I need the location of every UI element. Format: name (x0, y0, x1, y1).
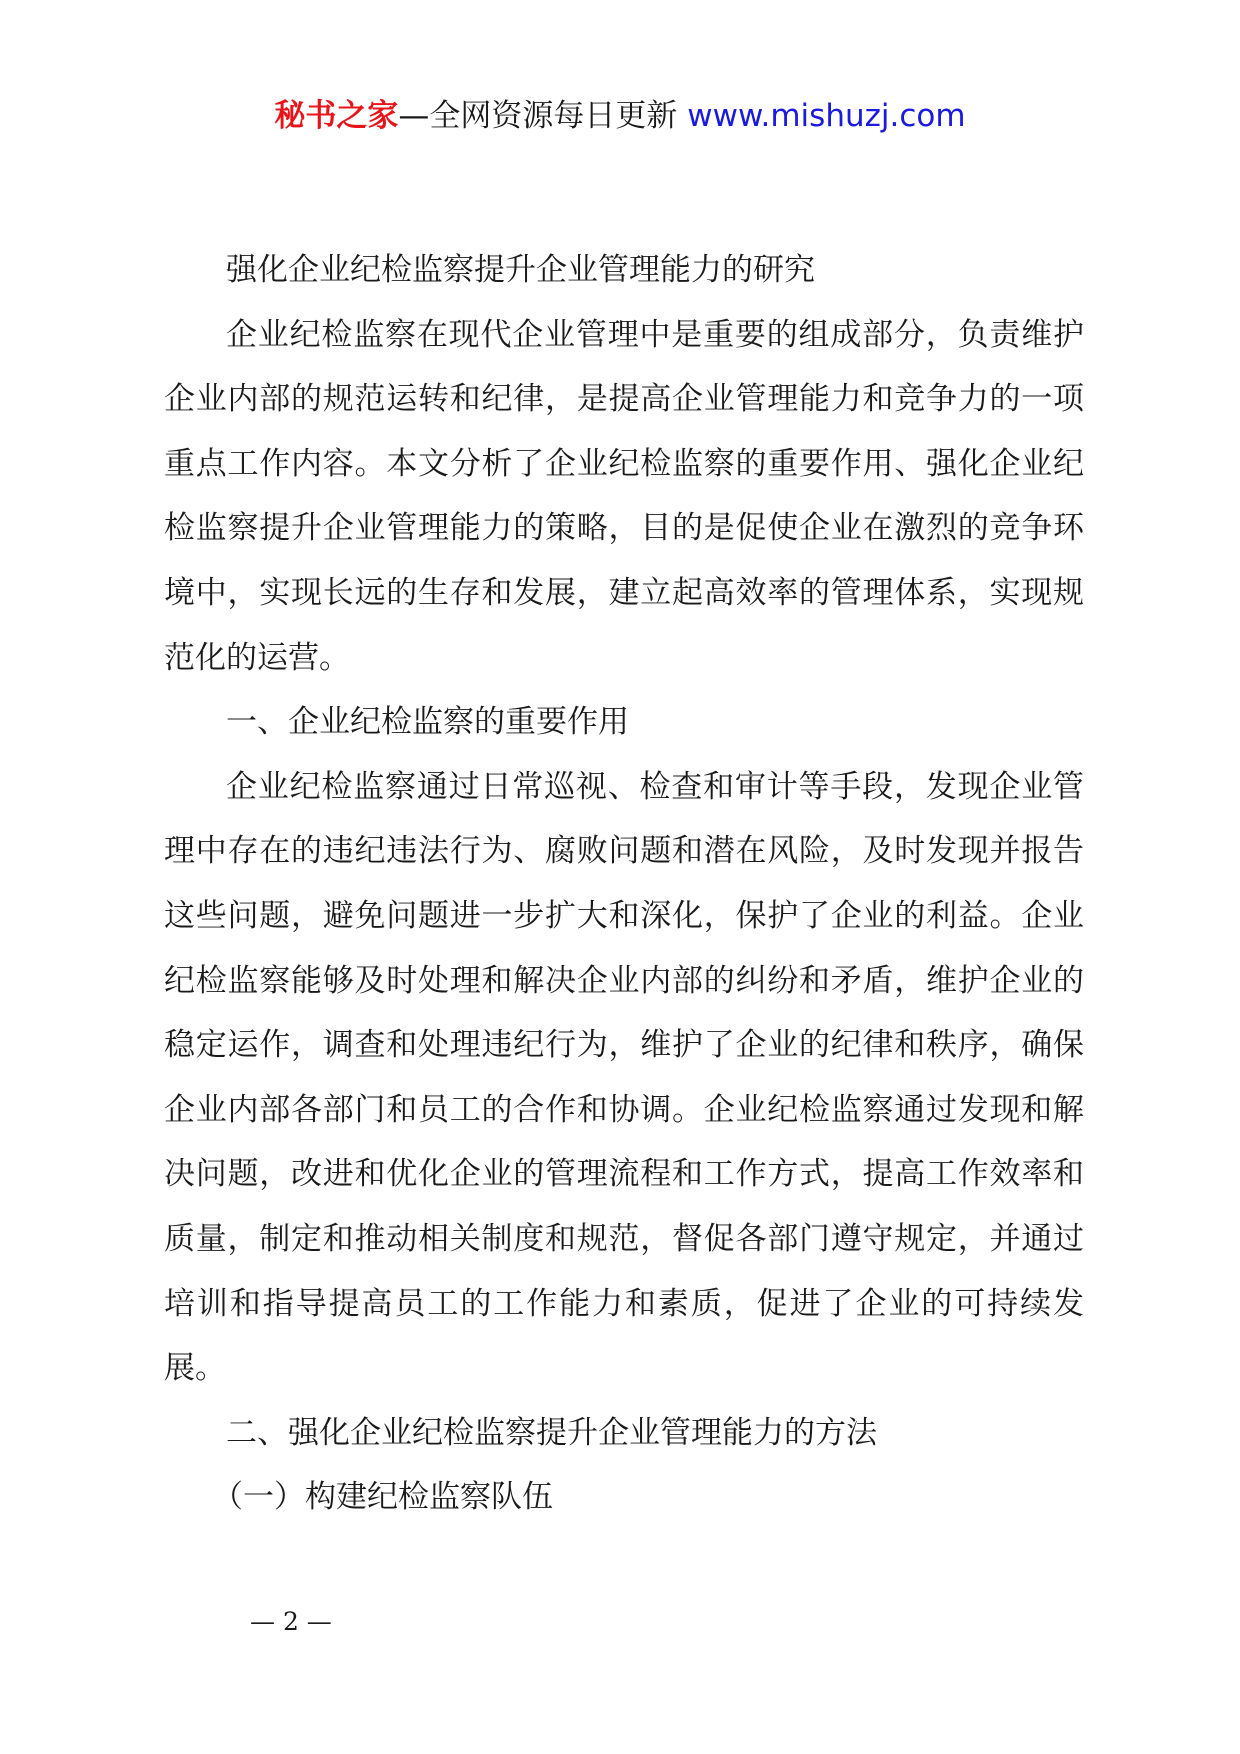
document-body (164, 238, 1084, 1530)
intro-paragraph: 企业纪检监察在现代企业管理中是重要的组成部分，负责维护企业内部的规范运转和纪律，是提高企业管理能力和竞争力的一项重点工作内容。本文分析了企业纪检监察的重要作用、强化企业纪检监察提升企业管理能力的策略，目的是促使企业在激烈的竞争环境中，实现长远的生存和发展，建立起高效率的管理体系，实现规范化的运营。 (164, 316, 1084, 676)
section-2-heading: 二、强化企业纪检监察提升企业管理能力的方法 (226, 1414, 877, 1451)
site-header (0, 96, 1240, 136)
site-url-link[interactable]: www.mishuzj.com (687, 98, 966, 134)
document-title: 强化企业纪检监察提升企业管理能力的研究 (226, 252, 815, 288)
page-number: — 2 — (250, 1607, 332, 1636)
site-tagline: —全网资源每日更新 (398, 98, 688, 134)
section-1-heading: 一、企业纪检监察的重要作用 (226, 704, 629, 741)
site-brand: 秘书之家 (274, 98, 399, 134)
subsection-1-heading: （一）构建纪检监察队伍 (212, 1479, 554, 1516)
section-1-paragraph: 企业纪检监察通过日常巡视、检查和审计等手段，发现企业管理中存在的违纪违法行为、腐败问题和潜在风险，及时发现并报告这些问题，避免问题进一步扩大和深化，保护了企业的利益。企业纪检监察能够及时处理和解决企业内部的纠纷和矛盾，维护企业的稳定运作，调查和处理违纪行为，维护了企业的纪律和秩序，确保企业内部各部门和员工的合作和协调。企业纪检监察通过发现和解决问题，改进和优化企业的管理流程和工作方式，提高工作效率和质量，制定和推动相关制度和规范，督促各部门遵守规定，并通过培训和指导提高员工的工作能力和素质，促进了企业的可持续发展。 (164, 768, 1084, 1387)
